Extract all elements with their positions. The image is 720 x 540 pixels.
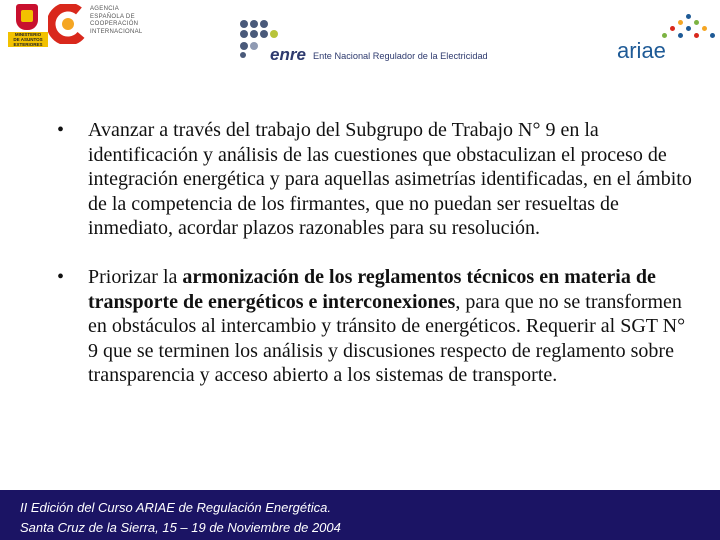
header-logos — [0, 0, 720, 80]
footer-bar — [0, 490, 720, 540]
coat-of-arms-icon — [16, 4, 38, 30]
ariae-dots-icon — [660, 14, 716, 42]
slide-content — [57, 118, 697, 388]
aeci-label: AGENCIA ESPAÑOLA DE COOPERACIÓN INTERNACIONAL — [90, 6, 143, 35]
footer-location-date: Santa Cruz de la Sierra, 15 – 19 de Noviembre de 2004 — [20, 520, 341, 535]
bullet-emphasis: armonización de los reglamentos técnicos en materia de transporte de energéticos e interconexiones — [88, 265, 656, 313]
aeci-logo-icon — [48, 4, 88, 44]
ministerio-logo — [8, 4, 44, 52]
bullet-item — [57, 265, 697, 388]
bullet-item — [57, 118, 697, 241]
bullet-icon: • — [57, 119, 65, 141]
bullet-text: Avanzar a través del trabajo del Subgrupo de Trabajo N° 9 en la identificación y análisis de las cuestiones que obstaculizan el proceso de integración energética y para aquellas asimetrías identificadas, en el ámbito de la competencia de los firmantes, que no puedan ser resueltas de inmediato, acordar plazos razonables para su resolución. — [88, 119, 692, 240]
ariae-wordmark: ariae — [617, 38, 666, 63]
bullet-icon: • — [57, 265, 65, 288]
enre-wordmark: enre — [270, 45, 306, 64]
footer-course-title: II Edición del Curso ARIAE de Regulación Energética. — [20, 500, 331, 515]
bullet-text: Priorizar la armonización de los reglamentos técnicos en materia de transporte de energéticos e interconexiones, para que no se transformen en obstáculos al intercambio y tránsito de energéticos. Requerir al SGT N° 9 que se terminen los análisis y discusiones respecto de reglamento sobre transparencia y acceso abierto a los sistemas de transporte. — [88, 265, 686, 387]
ministerio-label: MINISTERIO DE ASUNTOS EXTERIORES — [8, 32, 48, 47]
enre-tagline: Ente Nacional Regulador de la Electricidad — [313, 51, 488, 61]
